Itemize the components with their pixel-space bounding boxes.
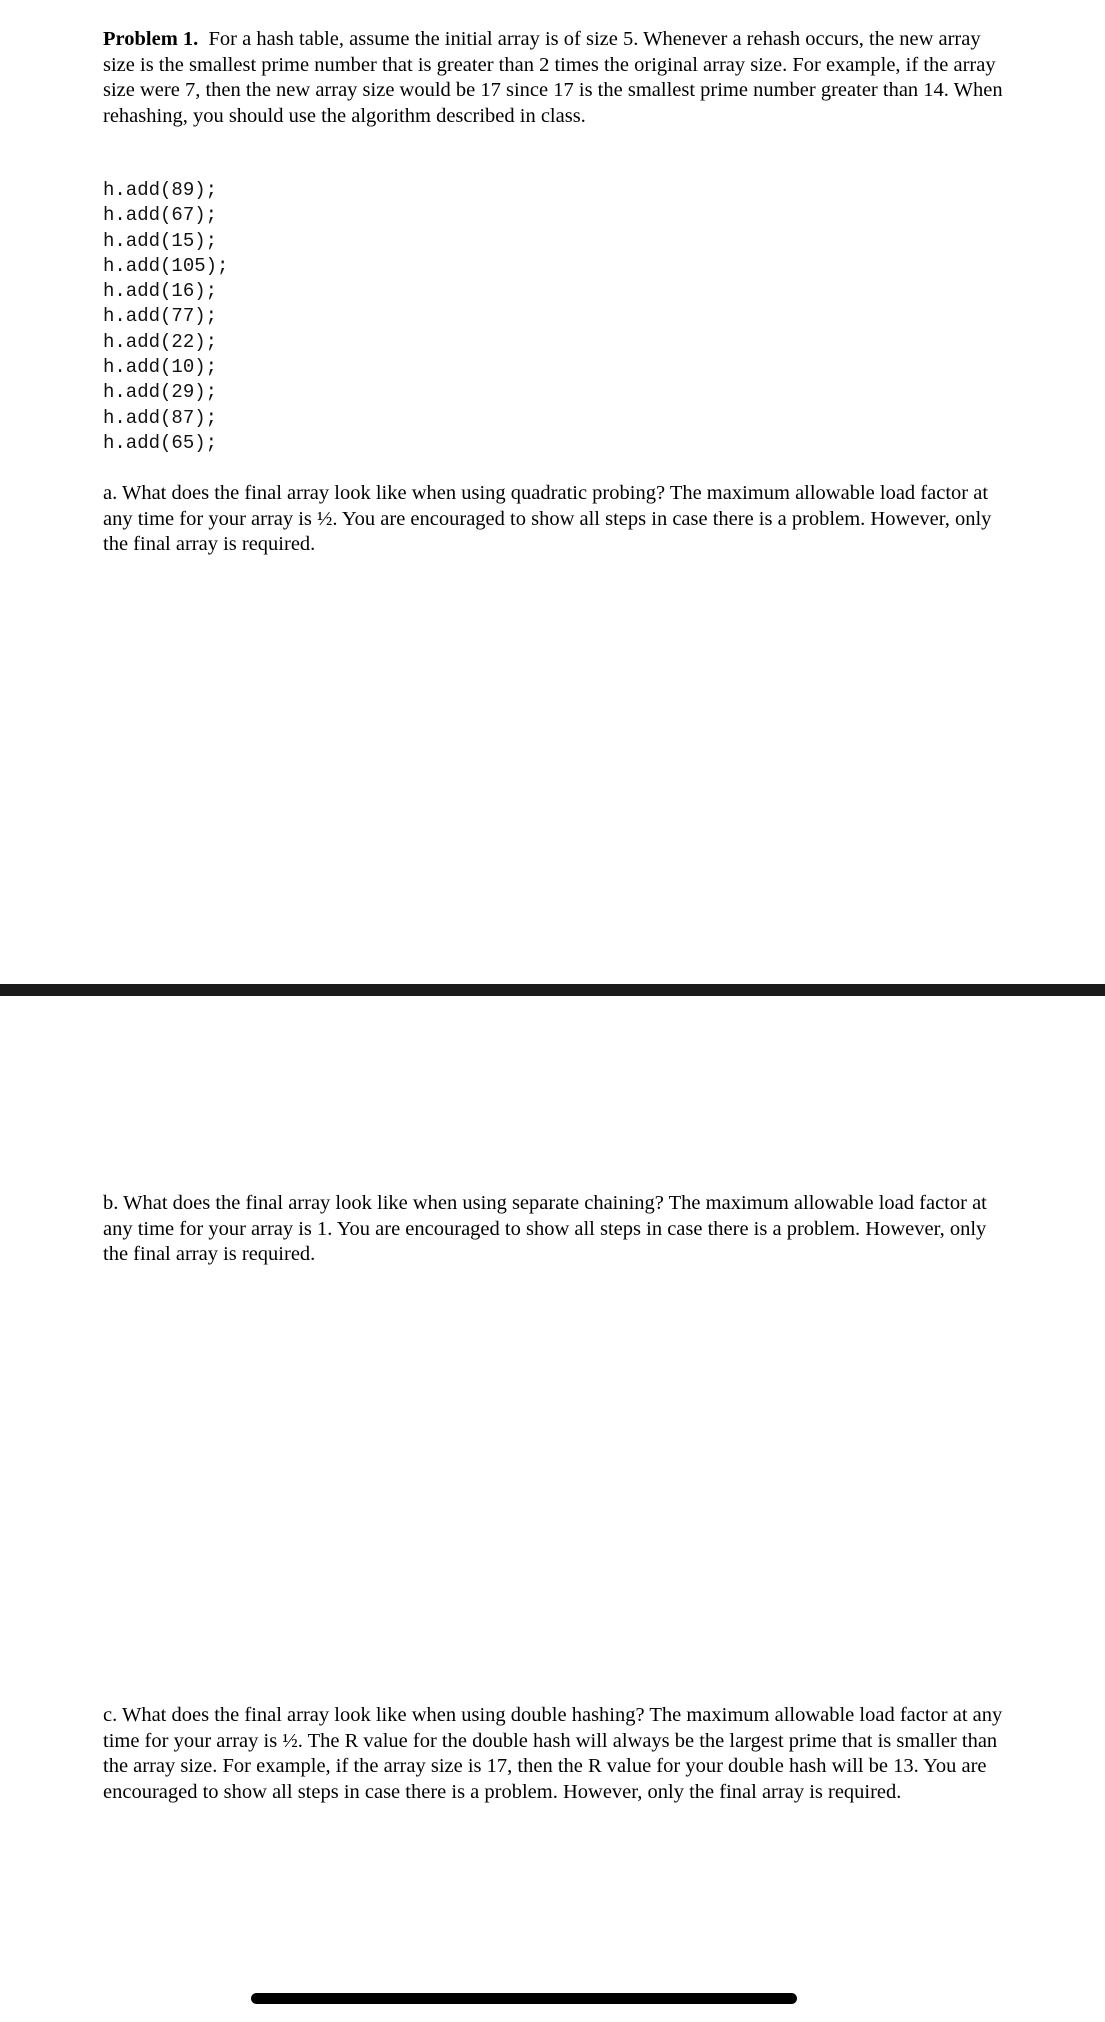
code-line: h.add(77);	[103, 305, 218, 328]
code-line: h.add(105);	[103, 254, 229, 277]
code-line: h.add(22);	[103, 330, 218, 353]
code-line: h.add(89);	[103, 179, 218, 201]
problem-statement	[103, 27, 1003, 129]
code-line: h.add(65);	[103, 431, 218, 454]
problem-title: Problem 1.	[103, 28, 199, 50]
question-b: b. What does the final array look like when using separate chaining? The maximum allowable load factor at any time for your array is 1. You are encouraged to show all steps in case there is a problem. However, only the final array is required.	[103, 1192, 987, 1265]
code-line: h.add(87);	[103, 406, 218, 429]
page-divider	[0, 984, 1105, 996]
problem-intro: For a hash table, assume the initial array is of size 5. Whenever a rehash occurs, the new array size is the smallest prime number that is greater than 2 times the original array size. For example, if the array size were 7, then the new array size would be 17 since 17 is the smallest prime number greater than 14. When rehashing, you should use the algorithm described in class.	[103, 28, 1003, 127]
question-c: c. What does the final array look like when using double hashing? The maximum allowable load factor at any time for your array is ½. The R value for the double hash will always be the largest prime that is smaller than the array size. For example, if the array size is 17, then the R value for your double hash will be 13. You are encouraged to show all steps in case there is a problem. However, only the final array is required.	[103, 1704, 1003, 1803]
code-line: h.add(10);	[103, 356, 218, 379]
code-line: h.add(16);	[103, 280, 218, 303]
question-a: a. What does the final array look like when using quadratic probing? The maximum allowable load factor at any time for your array is ½. You are encouraged to show all steps in case there is a problem. However, only the final array is required.	[103, 482, 992, 555]
code-line: h.add(29);	[103, 381, 218, 404]
code-listing	[103, 178, 228, 456]
code-line: h.add(15);	[103, 229, 218, 252]
code-line: h.add(67);	[103, 204, 218, 227]
home-indicator[interactable]	[251, 1993, 797, 2004]
